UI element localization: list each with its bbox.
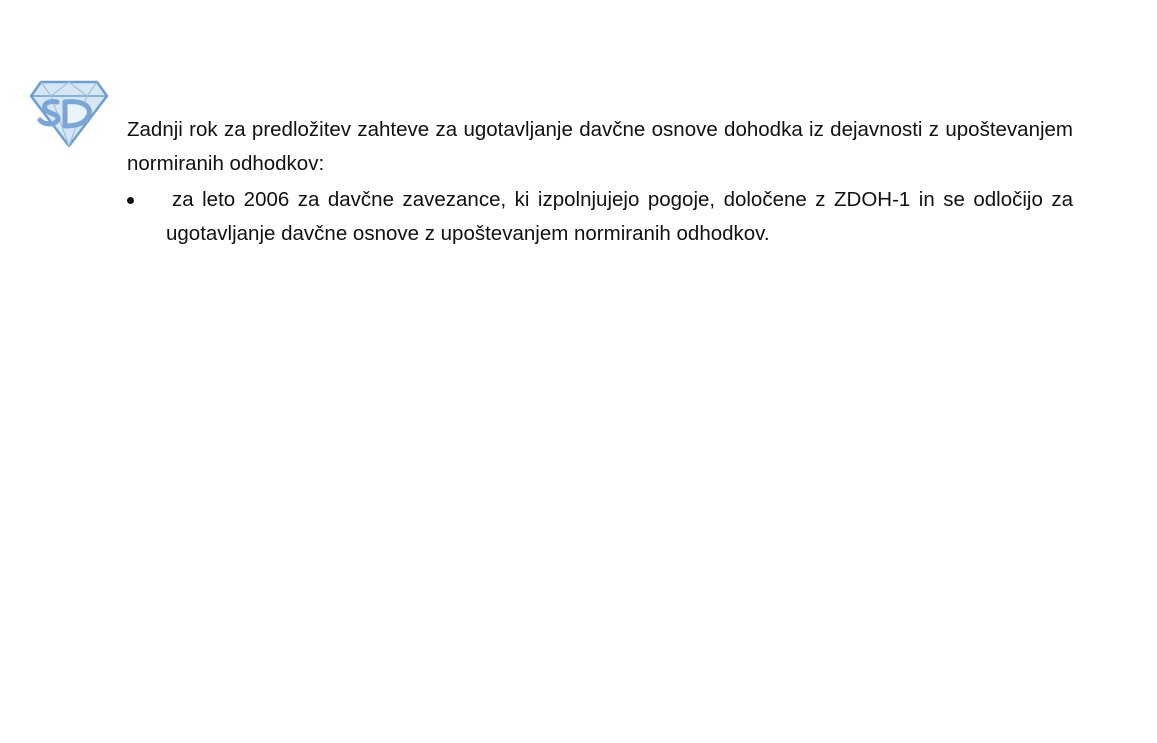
bullet-text: za leto 2006 za davčne zavezance, ki izpolnjujejo pogoje, določene z ZDOH-1 in se odločijo za ugotavljanje davčne osnove z upoštevanjem normiranih odhodkov. [166, 188, 1073, 245]
diamond-logo-icon [27, 78, 111, 150]
list-item [127, 183, 1073, 251]
document-body [127, 113, 1073, 251]
bullet-icon [127, 197, 134, 204]
intro-paragraph: Zadnji rok za predložitev zahteve za ugotavljanje davčne osnove dohodka iz dejavnosti z upoštevanjem normiranih odhodkov: [127, 118, 1073, 175]
